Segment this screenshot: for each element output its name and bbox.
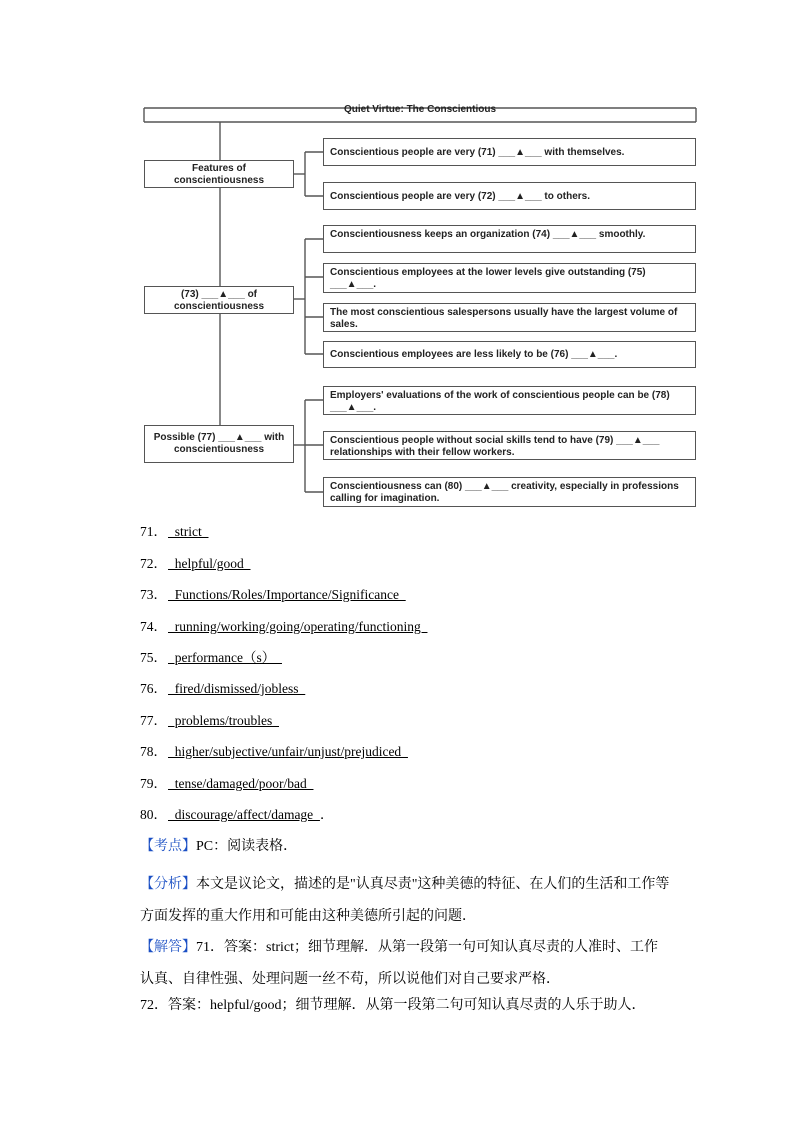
answer-76: 76． fired/dismissed/jobless [140, 681, 306, 696]
answer-79: 79． tense/damaged/poor/bad [140, 776, 314, 791]
roles-box [144, 286, 294, 314]
features-item-72: Conscientious people are very (72) ___▲___ to others. [323, 182, 696, 210]
fenxi-text: 本文是议论文，描述的是"认真尽责"这种美德的特征、在人们的生活和工作等方面发挥的重大作用和可能由这种美德所引起的问题． [140, 877, 670, 924]
answer-77: 77． problems/troubles [140, 713, 279, 728]
roles-item-75: Conscientious employees at the lower levels give outstanding (75) ___▲___. [323, 263, 696, 293]
fenxi-paragraph [140, 869, 670, 933]
answer-value: helpful/good [168, 556, 251, 571]
answer-value: problems/troubles [168, 713, 279, 728]
roles-label-top: (73) ___▲___ of [180, 289, 258, 300]
problems-label-bottom: conscientiousness [173, 444, 265, 455]
answer-value: strict [168, 524, 209, 539]
kaodian-text: PC：阅读表格． [196, 839, 298, 854]
answer-value: fired/dismissed/jobless [168, 681, 306, 696]
fenxi-tag: 【分析】 [140, 877, 196, 892]
answer-value: performance（s） [168, 650, 282, 665]
kaodian-paragraph [140, 838, 670, 856]
answer-78: 78． higher/subjective/unfair/unjust/prejudiced [140, 744, 408, 759]
roles-label-bottom: conscientiousness [173, 301, 265, 312]
features-label: Features of conscientiousness [173, 163, 265, 186]
problems-item-79: Conscientious people without social skills tend to have (79) ___▲___ relationships with their fellow workers. [323, 431, 696, 460]
roles-item-74: Conscientiousness keeps an organization (74) ___▲___ smoothly. [323, 225, 696, 253]
answer-74: 74． running/working/going/operating/functioning [140, 619, 428, 634]
problems-label-top: Possible (77) ___▲___ with [153, 432, 285, 443]
answer-value: higher/subjective/unfair/unjust/prejudiced [168, 744, 408, 759]
concept-diagram [140, 100, 700, 510]
answer-80: 80． discourage/affect/damage ． [140, 807, 334, 822]
features-item-71: Conscientious people are very (71) ___▲___ with themselves. [323, 138, 696, 166]
answer-72: 72． helpful/good [140, 556, 251, 571]
extra-text: 72．答案：helpful/good；细节理解．从第一段第二句可知认真尽责的人乐于助人． [140, 998, 646, 1013]
roles-item-76: Conscientious employees are less likely to be (76) ___▲___. [323, 341, 696, 368]
answer-suffix: ． [319, 807, 334, 822]
jieda-tag: 【解答】 [140, 940, 196, 955]
problems-item-78: Employers' evaluations of the work of conscientious people can be (78) ___▲___. [323, 386, 696, 415]
answer-73: 73． Functions/Roles/Importance/Significance [140, 587, 406, 602]
problems-item-80: Conscientiousness can (80) ___▲___ creativity, especially in professions calling for imagination. [323, 477, 696, 507]
jieda-paragraph [140, 932, 670, 996]
kaodian-tag: 【考点】 [140, 839, 196, 854]
roles-item-sales: The most conscientious salespersons usually have the largest volume of sales. [323, 303, 696, 332]
answer-value: Functions/Roles/Importance/Significance [168, 587, 406, 602]
answer-value: discourage/affect/damage [168, 807, 320, 822]
problems-box [144, 425, 294, 463]
answer-value: running/working/going/operating/functioning [168, 619, 428, 634]
jieda-text: 71．答案：strict；细节理解．从第一段第一句可知认真尽责的人准时、工作认真、自律性强、处理问题一丝不苟，所以说他们对自己要求严格． [140, 940, 658, 987]
answer-71: 71． strict [140, 524, 209, 539]
answer-value: tense/damaged/poor/bad [168, 776, 314, 791]
diagram-title: Quiet Virtue: The Conscientious [343, 104, 497, 115]
answer-72-explanation [140, 997, 670, 1015]
features-box [144, 160, 294, 188]
answer-75: 75． performance（s） [140, 650, 282, 665]
